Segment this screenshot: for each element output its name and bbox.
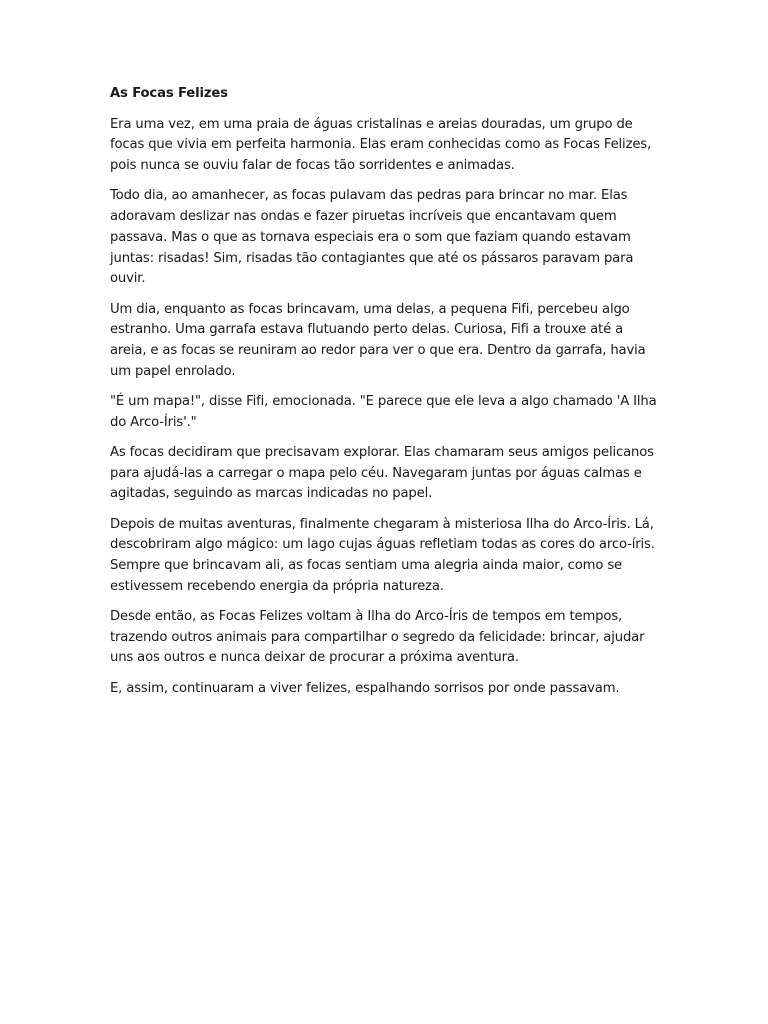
paragraph-5: As focas decidiram que precisavam explorar. Elas chamaram seus amigos pelicanos para ajudá-las a carregar o mapa pelo céu. Navegaram juntas por águas calmas e agitadas, seguindo as marcas indicadas no papel. [110, 444, 654, 502]
document-title: As Focas Felizes [110, 86, 228, 101]
paragraph-2: Todo dia, ao amanhecer, as focas pulavam das pedras para brincar no mar. Elas adoravam deslizar nas ondas e fazer piruetas incríveis que encantavam quem passava. Mas o que as tornava especiais era o som que faziam quando estavam juntas: risadas! Sim, risadas tão contagiantes que até os pássaros paravam para ouvir. [110, 188, 634, 287]
paragraph-3: Um dia, enquanto as focas brincavam, uma delas, a pequena Fifi, percebeu algo estranho. Uma garrafa estava flutuando perto delas. Curiosa, Fifi a trouxe até a areia, e as focas se reuniram ao redor para ver o que era. Dentro da garrafa, havia um papel enrolado. [110, 301, 646, 379]
paragraph-8: E, assim, continuaram a viver felizes, espalhando sorrisos por onde passavam. [110, 680, 620, 696]
document-body [110, 84, 658, 709]
paragraph-6: Depois de muitas aventuras, finalmente chegaram à misteriosa Ilha do Arco-Íris. Lá, descobriram algo mágico: um lago cujas águas refletiam todas as cores do arco-íris. Sempre que brincavam ali, as focas sentiam uma alegria ainda maior, como se estivessem recebendo energia da própria natureza. [110, 516, 655, 594]
paragraph-4: "É um mapa!", disse Fifi, emocionada. "E parece que ele leva a algo chamado 'A Ilha do Arco-Íris'." [110, 393, 657, 430]
paragraph-1: Era uma vez, em uma praia de águas cristalinas e areias douradas, um grupo de focas que vivia em perfeita harmonia. Elas eram conhecidas como as Focas Felizes, pois nunca se ouviu falar de focas tão sorridentes e animadas. [110, 116, 652, 174]
paragraph-7: Desde então, as Focas Felizes voltam à Ilha do Arco-Íris de tempos em tempos, trazendo outros animais para compartilhar o segredo da felicidade: brincar, ajudar uns aos outros e nunca deixar de procurar a próxima aventura. [110, 609, 645, 666]
